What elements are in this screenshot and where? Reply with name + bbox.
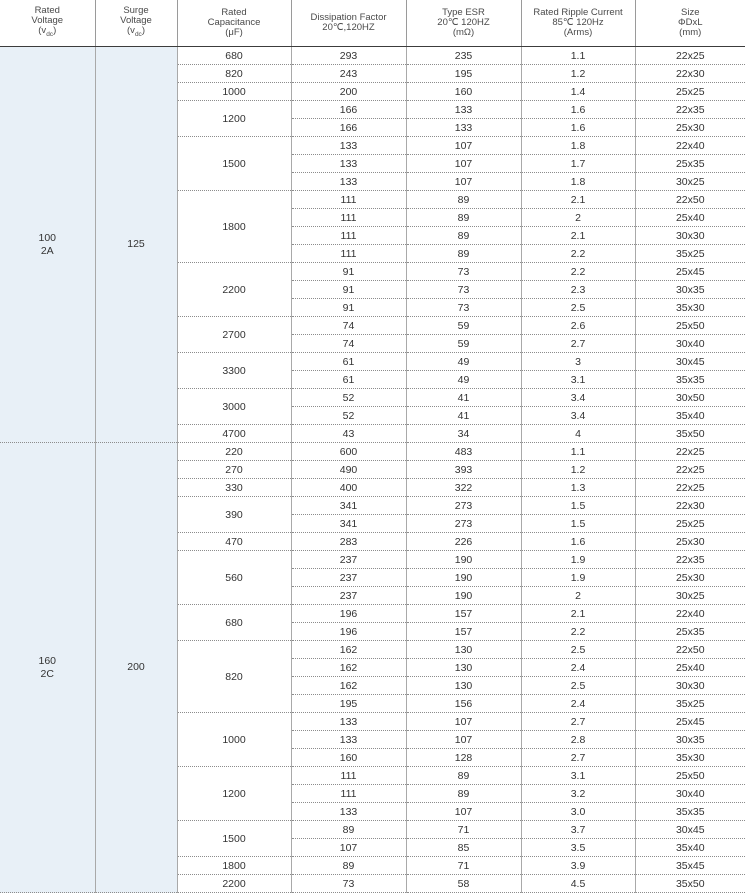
size-cell: 25x35	[635, 623, 745, 641]
size-cell: 30x25	[635, 173, 745, 191]
dissipation-factor-cell: 160	[291, 749, 406, 767]
header-capacitance: Rated Capacitance (μF)	[177, 0, 291, 47]
dissipation-factor-cell: 73	[291, 875, 406, 893]
size-cell: 35x25	[635, 245, 745, 263]
type-esr-cell: 130	[406, 641, 521, 659]
dissipation-factor-cell: 111	[291, 191, 406, 209]
type-esr-cell: 107	[406, 803, 521, 821]
dissipation-factor-cell: 243	[291, 65, 406, 83]
type-esr-cell: 89	[406, 767, 521, 785]
type-esr-cell: 89	[406, 227, 521, 245]
ripple-current-cell: 1.1	[521, 443, 635, 461]
size-cell: 22x30	[635, 65, 745, 83]
size-cell: 30x25	[635, 587, 745, 605]
capacitance-cell: 3300	[177, 353, 291, 389]
capacitance-cell: 1200	[177, 767, 291, 821]
type-esr-cell: 34	[406, 425, 521, 443]
ripple-current-cell: 3.7	[521, 821, 635, 839]
size-cell: 22x50	[635, 641, 745, 659]
capacitance-cell: 820	[177, 641, 291, 713]
type-esr-cell: 41	[406, 407, 521, 425]
type-esr-cell: 160	[406, 83, 521, 101]
dissipation-factor-cell: 237	[291, 569, 406, 587]
ripple-current-cell: 3.4	[521, 389, 635, 407]
ripple-current-cell: 1.8	[521, 137, 635, 155]
size-cell: 25x40	[635, 659, 745, 677]
dissipation-factor-cell: 52	[291, 389, 406, 407]
type-esr-cell: 107	[406, 173, 521, 191]
header-size: Size ΦDxL (mm)	[635, 0, 745, 47]
ripple-current-cell: 2.4	[521, 659, 635, 677]
type-esr-cell: 59	[406, 317, 521, 335]
table-body	[0, 47, 745, 893]
ripple-current-cell: 1.2	[521, 65, 635, 83]
size-cell: 22x35	[635, 551, 745, 569]
dissipation-factor-cell: 89	[291, 821, 406, 839]
size-cell: 25x40	[635, 209, 745, 227]
type-esr-cell: 73	[406, 299, 521, 317]
dissipation-factor-cell: 61	[291, 353, 406, 371]
ripple-current-cell: 3.2	[521, 785, 635, 803]
ripple-current-cell: 3.4	[521, 407, 635, 425]
capacitance-cell: 270	[177, 461, 291, 479]
ripple-current-cell: 2.6	[521, 317, 635, 335]
size-cell: 30x35	[635, 281, 745, 299]
size-cell: 30x40	[635, 785, 745, 803]
dissipation-factor-cell: 91	[291, 299, 406, 317]
size-cell: 30x30	[635, 227, 745, 245]
capacitance-cell: 680	[177, 605, 291, 641]
size-cell: 25x50	[635, 767, 745, 785]
size-cell: 30x40	[635, 335, 745, 353]
type-esr-cell: 133	[406, 119, 521, 137]
table-row	[0, 47, 745, 65]
ripple-current-cell: 2.1	[521, 191, 635, 209]
dissipation-factor-cell: 91	[291, 281, 406, 299]
dissipation-factor-cell: 200	[291, 83, 406, 101]
ripple-current-cell: 2	[521, 587, 635, 605]
type-esr-cell: 89	[406, 209, 521, 227]
dissipation-factor-cell: 111	[291, 227, 406, 245]
size-cell: 30x50	[635, 389, 745, 407]
ripple-current-cell: 4	[521, 425, 635, 443]
voltage-code-value: 2C	[40, 667, 54, 680]
rated-voltage-cell	[0, 443, 95, 893]
ripple-current-cell: 2.4	[521, 695, 635, 713]
dissipation-factor-cell: 490	[291, 461, 406, 479]
capacitance-cell: 470	[177, 533, 291, 551]
type-esr-cell: 190	[406, 569, 521, 587]
size-cell: 35x45	[635, 857, 745, 875]
type-esr-cell: 483	[406, 443, 521, 461]
type-esr-cell: 226	[406, 533, 521, 551]
type-esr-cell: 85	[406, 839, 521, 857]
voltage-code-value: 2A	[40, 244, 54, 257]
size-cell: 35x35	[635, 803, 745, 821]
size-cell: 25x30	[635, 533, 745, 551]
capacitance-cell: 820	[177, 65, 291, 83]
size-cell: 35x30	[635, 749, 745, 767]
rated-voltage-value: 160	[38, 654, 57, 667]
type-esr-cell: 273	[406, 497, 521, 515]
size-cell: 22x25	[635, 443, 745, 461]
type-esr-cell: 130	[406, 677, 521, 695]
size-cell: 25x50	[635, 317, 745, 335]
type-esr-cell: 322	[406, 479, 521, 497]
dissipation-factor-cell: 52	[291, 407, 406, 425]
dissipation-factor-cell: 196	[291, 605, 406, 623]
type-esr-cell: 190	[406, 551, 521, 569]
capacitance-cell: 2200	[177, 875, 291, 893]
size-cell: 22x40	[635, 605, 745, 623]
ripple-current-cell: 3.1	[521, 371, 635, 389]
capacitance-cell: 3000	[177, 389, 291, 425]
type-esr-cell: 73	[406, 263, 521, 281]
ripple-current-cell: 1.9	[521, 551, 635, 569]
dissipation-factor-cell: 74	[291, 317, 406, 335]
size-cell: 25x25	[635, 515, 745, 533]
ripple-current-cell: 1.7	[521, 155, 635, 173]
size-cell: 35x50	[635, 425, 745, 443]
type-esr-cell: 190	[406, 587, 521, 605]
ripple-current-cell: 3.5	[521, 839, 635, 857]
dissipation-factor-cell: 237	[291, 587, 406, 605]
size-cell: 30x45	[635, 353, 745, 371]
type-esr-cell: 41	[406, 389, 521, 407]
capacitance-cell: 2700	[177, 317, 291, 353]
ripple-current-cell: 1.8	[521, 173, 635, 191]
size-cell: 35x40	[635, 839, 745, 857]
type-esr-cell: 73	[406, 281, 521, 299]
ripple-current-cell: 2.5	[521, 641, 635, 659]
type-esr-cell: 49	[406, 371, 521, 389]
capacitance-cell: 1200	[177, 101, 291, 137]
dissipation-factor-cell: 111	[291, 209, 406, 227]
size-cell: 30x30	[635, 677, 745, 695]
ripple-current-cell: 3.0	[521, 803, 635, 821]
type-esr-cell: 107	[406, 137, 521, 155]
ripple-current-cell: 2.5	[521, 299, 635, 317]
type-esr-cell: 235	[406, 47, 521, 65]
ripple-current-cell: 2.7	[521, 335, 635, 353]
header-rated-voltage: Rated Voltage $(v_{dc})$	[0, 0, 95, 47]
capacitance-cell: 330	[177, 479, 291, 497]
dissipation-factor-cell: 43	[291, 425, 406, 443]
capacitance-cell: 1500	[177, 821, 291, 857]
type-esr-cell: 128	[406, 749, 521, 767]
dissipation-factor-cell: 133	[291, 173, 406, 191]
size-cell: 35x25	[635, 695, 745, 713]
ripple-current-cell: 1.6	[521, 101, 635, 119]
type-esr-cell: 157	[406, 605, 521, 623]
dissipation-factor-cell: 133	[291, 731, 406, 749]
size-cell: 25x35	[635, 155, 745, 173]
surge-voltage-cell: 200	[95, 443, 177, 893]
dissipation-factor-cell: 341	[291, 515, 406, 533]
dissipation-factor-cell: 400	[291, 479, 406, 497]
dissipation-factor-cell: 166	[291, 101, 406, 119]
type-esr-cell: 133	[406, 101, 521, 119]
dissipation-factor-cell: 89	[291, 857, 406, 875]
ripple-current-cell: 1.6	[521, 533, 635, 551]
type-esr-cell: 58	[406, 875, 521, 893]
size-cell: 25x45	[635, 713, 745, 731]
type-esr-cell: 49	[406, 353, 521, 371]
rated-voltage-value: 100	[38, 231, 57, 244]
ripple-current-cell: 2.7	[521, 713, 635, 731]
dissipation-factor-cell: 283	[291, 533, 406, 551]
type-esr-cell: 89	[406, 245, 521, 263]
size-cell: 30x45	[635, 821, 745, 839]
ripple-current-cell: 2.2	[521, 623, 635, 641]
header-dissipation-factor: Dissipation Factor 20℃,120HZ	[291, 0, 406, 47]
dissipation-factor-cell: 162	[291, 677, 406, 695]
ripple-current-cell: 2.3	[521, 281, 635, 299]
dissipation-factor-cell: 111	[291, 245, 406, 263]
type-esr-cell: 107	[406, 731, 521, 749]
size-cell: 22x40	[635, 137, 745, 155]
size-cell: 22x35	[635, 101, 745, 119]
ripple-current-cell: 2	[521, 209, 635, 227]
capacitance-cell: 1800	[177, 191, 291, 263]
ripple-current-cell: 2.2	[521, 263, 635, 281]
dissipation-factor-cell: 195	[291, 695, 406, 713]
size-cell: 30x35	[635, 731, 745, 749]
size-cell: 25x30	[635, 119, 745, 137]
dissipation-factor-cell: 111	[291, 785, 406, 803]
size-cell: 25x25	[635, 83, 745, 101]
dissipation-factor-cell: 341	[291, 497, 406, 515]
ripple-current-cell: 1.3	[521, 479, 635, 497]
dissipation-factor-cell: 133	[291, 137, 406, 155]
ripple-current-cell: 1.2	[521, 461, 635, 479]
ripple-current-cell: 2.8	[521, 731, 635, 749]
dissipation-factor-cell: 133	[291, 155, 406, 173]
type-esr-cell: 71	[406, 857, 521, 875]
type-esr-cell: 71	[406, 821, 521, 839]
ripple-current-cell: 1.1	[521, 47, 635, 65]
capacitance-cell: 560	[177, 551, 291, 605]
header-ripple-current: Rated Ripple Current 85℃ 120Hz (Arms)	[521, 0, 635, 47]
ripple-current-cell: 3	[521, 353, 635, 371]
size-cell: 35x50	[635, 875, 745, 893]
size-cell: 35x30	[635, 299, 745, 317]
ripple-current-cell: 1.4	[521, 83, 635, 101]
dissipation-factor-cell: 91	[291, 263, 406, 281]
size-cell: 22x25	[635, 479, 745, 497]
size-cell: 35x40	[635, 407, 745, 425]
dissipation-factor-cell: 600	[291, 443, 406, 461]
ripple-current-cell: 3.1	[521, 767, 635, 785]
capacitance-cell: 1000	[177, 713, 291, 767]
dissipation-factor-cell: 111	[291, 767, 406, 785]
capacitance-cell: 680	[177, 47, 291, 65]
type-esr-cell: 89	[406, 785, 521, 803]
capacitance-cell: 1000	[177, 83, 291, 101]
capacitance-cell: 1800	[177, 857, 291, 875]
type-esr-cell: 195	[406, 65, 521, 83]
type-esr-cell: 273	[406, 515, 521, 533]
header-row	[0, 0, 745, 47]
rated-voltage-cell	[0, 47, 95, 443]
dissipation-factor-cell: 293	[291, 47, 406, 65]
dissipation-factor-cell: 61	[291, 371, 406, 389]
dissipation-factor-cell: 166	[291, 119, 406, 137]
size-cell: 22x25	[635, 461, 745, 479]
ripple-current-cell: 3.9	[521, 857, 635, 875]
capacitance-cell: 2200	[177, 263, 291, 317]
dissipation-factor-cell: 133	[291, 713, 406, 731]
type-esr-cell: 130	[406, 659, 521, 677]
header-surge-voltage: Surge Voltage $(v_{dc})$	[95, 0, 177, 47]
capacitance-cell: 1500	[177, 137, 291, 191]
type-esr-cell: 157	[406, 623, 521, 641]
size-cell: 25x45	[635, 263, 745, 281]
dissipation-factor-cell: 237	[291, 551, 406, 569]
ripple-current-cell: 1.5	[521, 497, 635, 515]
capacitance-cell: 390	[177, 497, 291, 533]
size-cell: 22x30	[635, 497, 745, 515]
ripple-current-cell: 2.1	[521, 227, 635, 245]
size-cell: 35x35	[635, 371, 745, 389]
ripple-current-cell: 1.9	[521, 569, 635, 587]
dissipation-factor-cell: 196	[291, 623, 406, 641]
ripple-current-cell: 2.5	[521, 677, 635, 695]
ripple-current-cell: 2.7	[521, 749, 635, 767]
header-type-esr: Type ESR 20℃ 120HZ (mΩ)	[406, 0, 521, 47]
size-cell: 22x25	[635, 47, 745, 65]
ripple-current-cell: 4.5	[521, 875, 635, 893]
ripple-current-cell: 1.6	[521, 119, 635, 137]
ripple-current-cell: 1.5	[521, 515, 635, 533]
ripple-current-cell: 2.2	[521, 245, 635, 263]
dissipation-factor-cell: 74	[291, 335, 406, 353]
type-esr-cell: 89	[406, 191, 521, 209]
dissipation-factor-cell: 162	[291, 641, 406, 659]
capacitance-cell: 4700	[177, 425, 291, 443]
surge-voltage-cell: 125	[95, 47, 177, 443]
size-cell: 22x50	[635, 191, 745, 209]
type-esr-cell: 107	[406, 713, 521, 731]
type-esr-cell: 107	[406, 155, 521, 173]
capacitance-cell: 220	[177, 443, 291, 461]
type-esr-cell: 393	[406, 461, 521, 479]
dissipation-factor-cell: 162	[291, 659, 406, 677]
type-esr-cell: 156	[406, 695, 521, 713]
type-esr-cell: 59	[406, 335, 521, 353]
table-row	[0, 443, 745, 461]
size-cell: 25x30	[635, 569, 745, 587]
ripple-current-cell: 2.1	[521, 605, 635, 623]
dissipation-factor-cell: 133	[291, 803, 406, 821]
dissipation-factor-cell: 107	[291, 839, 406, 857]
